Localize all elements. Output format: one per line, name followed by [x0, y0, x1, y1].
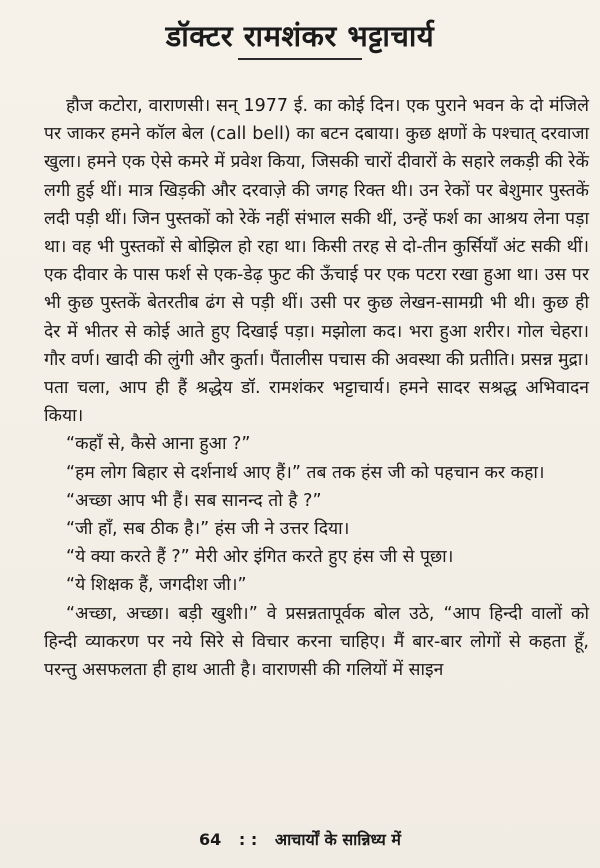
- title-underline: [238, 58, 362, 60]
- footer-separator: : :: [238, 830, 258, 849]
- page-footer: [0, 828, 600, 850]
- paragraph: हौज कटोरा, वाराणसी। सन् 1977 ई. का कोई दिन। एक पुराने भवन के दो मंजिले पर जाकर हमने कॉल बेल (call bell) का बटन दबाया। कुछ क्षणों के पश्चात् दरवाजा खुला। हमने एक ऐसे कमरे में प्रवेश किया, जिसकी चारों दीवारों के सहारे लकड़ी की रेकें लगी हुई थीं। मात्र खिड़की और दरवाज़े की जगह रिक्त थी। उन रेकों पर बेशुमार पुस्तकें लदी पड़ी थीं। जिन पुस्तकों को रेकें नहीं संभाल सकी थीं, उन्हें फर्श का आश्रय लेना पड़ा था। वह भी पुस्तकों से बोझिल हो रहा था। किसी तरह से दो-तीन कुर्सियाँ अंट सकी थीं। एक दीवार के पास फर्श से एक-डेढ़ फुट की ऊँचाई पर एक पटरा रखा हुआ था। उस पर भी कुछ पुस्तकें बेतरतीब ढंग से पड़ी थीं। उसी पर कुछ लेखन-सामग्री भी थी। कुछ ही देर में भीतर से कोई आते हुए दिखाई पड़ा। मझोला कद। भरा हुआ शरीर। गोल चेहरा। गौर वर्ण। खादी की लुंगी और कुर्ता। पैंतालीस पचास की अवस्था की प्रतीति। प्रसन्न मुद्रा। पता चला, आप ही हैं श्रद्धेय डॉ. रामशंकर भट्टाचार्य। हमने सादर सश्रद्ध अभिवादन किया।: [44, 96, 589, 427]
- dialog-line: “हम लोग बिहार से दर्शनार्थ आए हैं।” तब तक हंस जी को पहचान कर कहा।: [66, 462, 545, 483]
- paragraph: “अच्छा, अच्छा। बड़ी खुशी।” वे प्रसन्नतापूर्वक बोल उठे, “आप हिन्दी वालों को हिन्दी व्याकरण पर नये सिरे से विचार करना चाहिए। मैं बार-बार लोगों से कहता हूँ, परन्तु असफलता ही हाथ आती है। वाराणसी की गलियों में साइन: [44, 603, 589, 681]
- page-number: 64: [199, 830, 222, 849]
- running-title: आचार्यों के सान्निध्य में: [274, 830, 401, 849]
- dialog-line: “अच्छा आप भी हैं। सब सानन्द तो है ?”: [66, 490, 322, 511]
- dialog-line: “ये शिक्षक हैं, जगदीश जी।”: [66, 575, 247, 596]
- body-text: [44, 92, 589, 684]
- chapter-title: डॉक्टर रामशंकर भट्टाचार्य: [165, 19, 435, 53]
- dialog-line: “जी हाँ, सब ठीक है।” हंस जी ने उत्तर दिया।: [66, 519, 350, 540]
- dialog-line: “कहाँ से, कैसे आना हुआ ?”: [66, 434, 251, 455]
- dialog-line: “ये क्या करते हैं ?” मेरी ओर इंगित करते हुए हंस जी से पूछा।: [66, 547, 454, 568]
